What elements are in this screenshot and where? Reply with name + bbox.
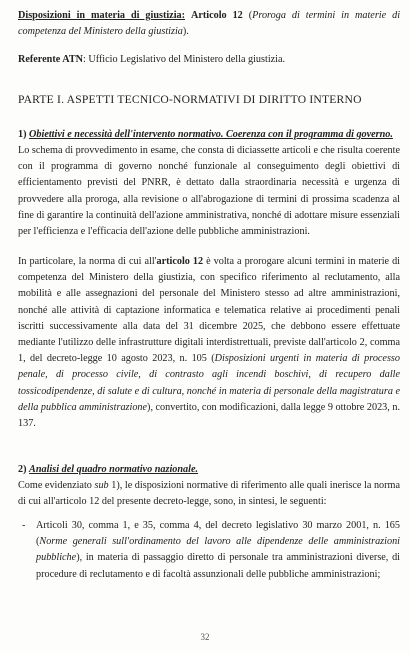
bullet-text-b: ), in materia di passaggio diretto di personale tra amministrazioni diverse, di procedure di reclutamento e di facoltà assunzionali delle pubbliche amministrazioni; bbox=[36, 552, 400, 580]
section2-number: 2) bbox=[18, 464, 27, 475]
section2-paragraph bbox=[18, 478, 400, 510]
section1-heading bbox=[18, 127, 400, 143]
bullet-text-a: Articoli 30, comma 1, e 35, comma 4, del decreto legislativo 30 marzo 2001, n. 165 ( bbox=[36, 520, 400, 548]
header-open-paren: ( bbox=[248, 10, 253, 21]
bullet-law-title: Norme generali sull'ordinamento del lavoro alle dipendenze delle amministrazioni pubbliche bbox=[36, 536, 400, 564]
section1-paragraph1: Lo schema di provvedimento in esame, che consta di diciassette articoli e che risulta coerente con il programma di governo nonché funzionale al conseguimento degli obiettivi di efficientamento previsti del PNRR, è dettato dalla straordinaria necessità e urgenza di provvedere alla proroga, alla revisione o all'abrogazione di termini di prossima scadenza al fine di garantire la continuità dell'azione amministrativa, nonché di adottare misure essenziali per l'efficienza e l'efficacia dell'azione delle pubbliche amministrazioni. bbox=[18, 145, 400, 238]
referent-label: Referente ATN bbox=[18, 54, 83, 65]
list-item bbox=[22, 518, 400, 583]
article-header bbox=[18, 8, 400, 40]
header-subtitle: Proroga di termini in materie di competenza del Ministero della giustizia bbox=[18, 10, 401, 38]
header-close-paren: ). bbox=[182, 26, 189, 38]
section2-title: Analisi del quadro normativo nazionale. bbox=[29, 464, 199, 475]
header-title: Disposizioni in materia di giustizia: bbox=[18, 10, 186, 21]
section2-text-b: 1), le disposizioni normative di riferimento alle quali inerisce la norma di cui all'articolo 12 del presente decreto-legge, sono, in sintesi, le seguenti: bbox=[18, 480, 400, 508]
section2-text-a: Come evidenziato bbox=[18, 480, 95, 491]
header-article: Articolo 12 bbox=[190, 10, 243, 21]
para2-text-c: ), convertito, con modificazioni, dalla legge 9 ottobre 2023, n. 137. bbox=[18, 401, 400, 430]
bullet-dash: - bbox=[22, 520, 26, 531]
page-number: 32 bbox=[200, 632, 210, 642]
section1-title: Obiettivi e necessità dell'intervento normativo. Coerenza con il programma di governo. bbox=[29, 129, 393, 140]
para2-decree-title: Disposizioni urgenti in materia di processo penale, di processo civile, di contrasto agli incendi boschivi, di recupero dalle tossicodipendenze, di salute e di cultura, nonché in materia di personale della magistratura e della pubblica amministrazione bbox=[18, 353, 400, 413]
para2-article-ref: articolo 12 bbox=[156, 256, 204, 267]
section2-sub: sub bbox=[94, 480, 109, 491]
section1-paragraph2 bbox=[18, 254, 400, 432]
referent-line bbox=[18, 52, 400, 68]
para2-text-b: è volta a prorogare alcuni termini in materie di competenza del Ministero della giustizia, con specifico riferimento al reclutamento, alla mobilità e alle assegnazioni del personale del Ministero stesso ad altre amministrazioni, nonché alle attività di captazione informatica e telematica relative ai procedimenti penali iscritti successivamente alla data del 31 dicembre 2025, che debbono essere effettuate mediante l'utilizzo delle infrastrutture digitali interdistrettuali, previste dall'articolo 2, comma 1, del decreto-legge 10 agosto 2023, n. 105 ( bbox=[18, 256, 400, 365]
part-heading: PARTE I. ASPETTI TECNICO-NORMATIVI DI DIRITTO INTERNO bbox=[18, 93, 362, 106]
para2-text-a: In particolare, la norma di cui all' bbox=[18, 256, 157, 267]
section2-heading bbox=[18, 462, 400, 478]
referent-text: : Ufficio Legislativo del Ministero della giustizia. bbox=[82, 54, 286, 65]
section1-number: 1) bbox=[18, 129, 27, 140]
